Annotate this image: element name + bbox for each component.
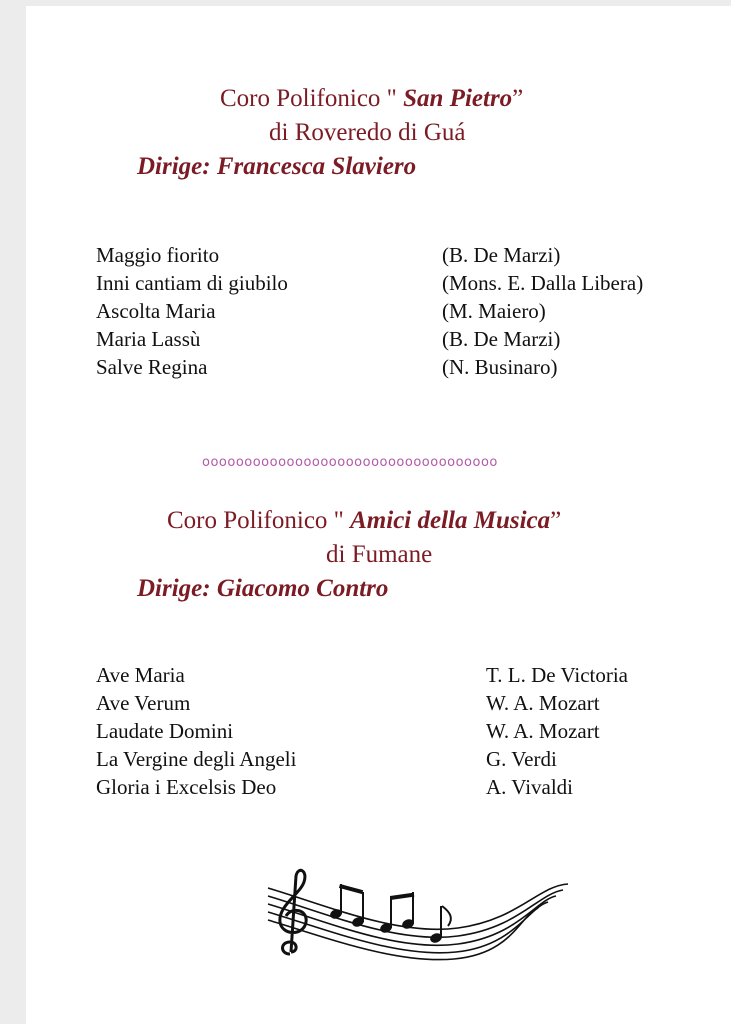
piece-title: Salve Regina	[96, 355, 208, 379]
piece-composer: (N. Businaro)	[442, 355, 558, 379]
choir-2-title-suffix: ”	[550, 507, 562, 534]
program-row	[96, 325, 716, 353]
piece-title: Ave Maria	[96, 663, 185, 687]
piece-composer: (M. Maiero)	[442, 299, 546, 323]
choir-1-director: Dirige: Francesca Slaviero	[137, 153, 417, 180]
piece-title: Laudate Domini	[96, 719, 234, 743]
program-row	[96, 773, 716, 801]
piece-title: Inni cantiam di giubilo	[96, 271, 288, 295]
program-row	[96, 745, 716, 773]
program-row	[96, 661, 716, 689]
choir-1-title-suffix: ”	[512, 85, 524, 112]
program-row	[96, 297, 716, 325]
choir-2-title-prefix: Coro Polifonico "	[167, 507, 351, 534]
program-row	[96, 353, 716, 381]
program-row	[96, 689, 716, 717]
program-row	[96, 241, 716, 269]
piece-composer: T. L. De Victoria	[486, 663, 628, 687]
piece-composer: A. Vivaldi	[486, 775, 574, 799]
document-page	[26, 6, 731, 1024]
piece-title: Maria Lassù	[96, 327, 201, 351]
piece-composer: (B. De Marzi)	[442, 327, 561, 351]
choir-2-location: di Fumane	[326, 541, 433, 568]
piece-composer: G. Verdi	[486, 747, 557, 771]
piece-composer: (B. De Marzi)	[442, 243, 561, 267]
choir-2-name: Amici della Musica	[350, 507, 551, 534]
music-staff-icon	[258, 866, 578, 966]
choir-2-title	[167, 506, 561, 536]
choir-1-location: di Roveredo di Guá	[269, 119, 466, 146]
program-row	[96, 269, 716, 297]
piece-composer: W. A. Mozart	[486, 719, 600, 743]
choir-1-program	[96, 241, 716, 381]
section-divider: ooooooooooooooooooooooooooooooooooo	[202, 455, 498, 470]
choir-2-director: Dirige: Giacomo Contro	[137, 575, 389, 602]
piece-title: Gloria i Excelsis Deo	[96, 775, 277, 799]
piece-title: Maggio fiorito	[96, 243, 220, 267]
piece-title: La Vergine degli Angeli	[96, 747, 297, 771]
choir-1-name: San Pietro	[403, 85, 513, 112]
choir-1-title	[220, 84, 523, 114]
piece-title: Ascolta Maria	[96, 299, 216, 323]
choir-2-program	[96, 661, 716, 801]
piece-composer: (Mons. E. Dalla Libera)	[442, 271, 644, 295]
piece-title: Ave Verum	[96, 691, 191, 715]
program-row	[96, 717, 716, 745]
choir-1-title-prefix: Coro Polifonico "	[220, 85, 404, 112]
piece-composer: W. A. Mozart	[486, 691, 600, 715]
